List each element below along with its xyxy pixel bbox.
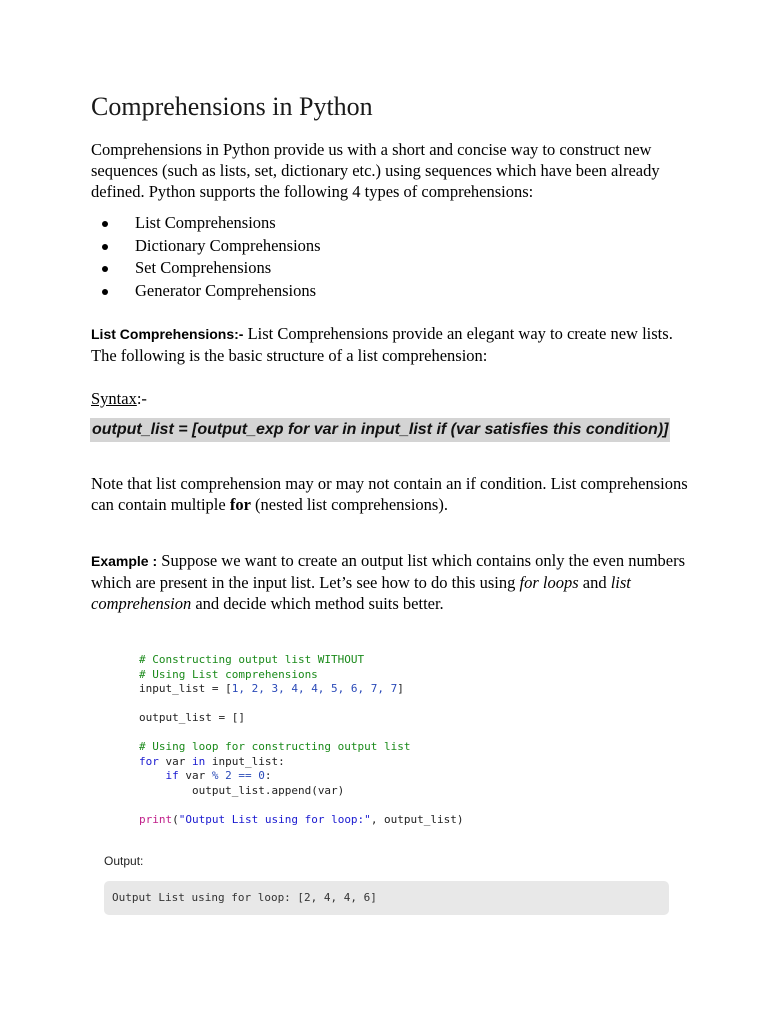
list-comprehension-paragraph: List Comprehensions:- List Comprehensions provide an elegant way to create new lists. The following is the basic structure of a list comprehension: xyxy=(91,324,673,365)
code-block: # Constructing output list WITHOUT # Using List comprehensions input_list = [1, 2, 3, 4, 4, 5, 6, 7, 7] output_list = [] # Using loop for constructing output list for var in input_list: if var % 2 == 0: output_list.append(var) print("Output List using for loop:", output_list) xyxy=(139,653,464,826)
bullet-icon xyxy=(102,221,108,227)
bullet-icon xyxy=(102,289,108,295)
list-comprehension-label: List Comprehensions:- xyxy=(91,326,244,342)
bullet-icon xyxy=(102,244,108,250)
example-label: Example : xyxy=(91,553,158,569)
intro-paragraph: Comprehensions in Python provide us with a short and concise way to construct new sequences (such as lists, set, dictionary etc.) using sequences which have been already defined. Python supports the following 4 types of comprehensions: xyxy=(91,140,660,201)
note-paragraph: Note that list comprehension may or may not contain an if condition. List comprehensions can contain multiple for (nested list comprehensions). xyxy=(91,474,688,514)
list-item: Set Comprehensions xyxy=(91,257,321,280)
example-paragraph: Example : Suppose we want to create an output list which contains only the even numbers which are present in the input list. Let’s see how to do this using for loops and list comprehension and decide which method suits better. xyxy=(91,551,686,613)
output-box xyxy=(104,881,669,915)
output-text: Output List using for loop: [2, 4, 4, 6] xyxy=(112,891,377,904)
list-item: List Comprehensions xyxy=(91,212,321,235)
bullet-icon xyxy=(102,266,108,272)
page-title: Comprehensions in Python xyxy=(91,92,373,121)
list-item: Dictionary Comprehensions xyxy=(91,235,321,258)
comprehension-types-list xyxy=(91,212,321,302)
syntax-heading: Syntax:- xyxy=(91,389,147,408)
output-label: Output: xyxy=(104,854,144,868)
list-item: Generator Comprehensions xyxy=(91,280,321,303)
syntax-line: output_list = [output_exp for var in input_list if (var satisfies this condition)] xyxy=(90,418,670,442)
